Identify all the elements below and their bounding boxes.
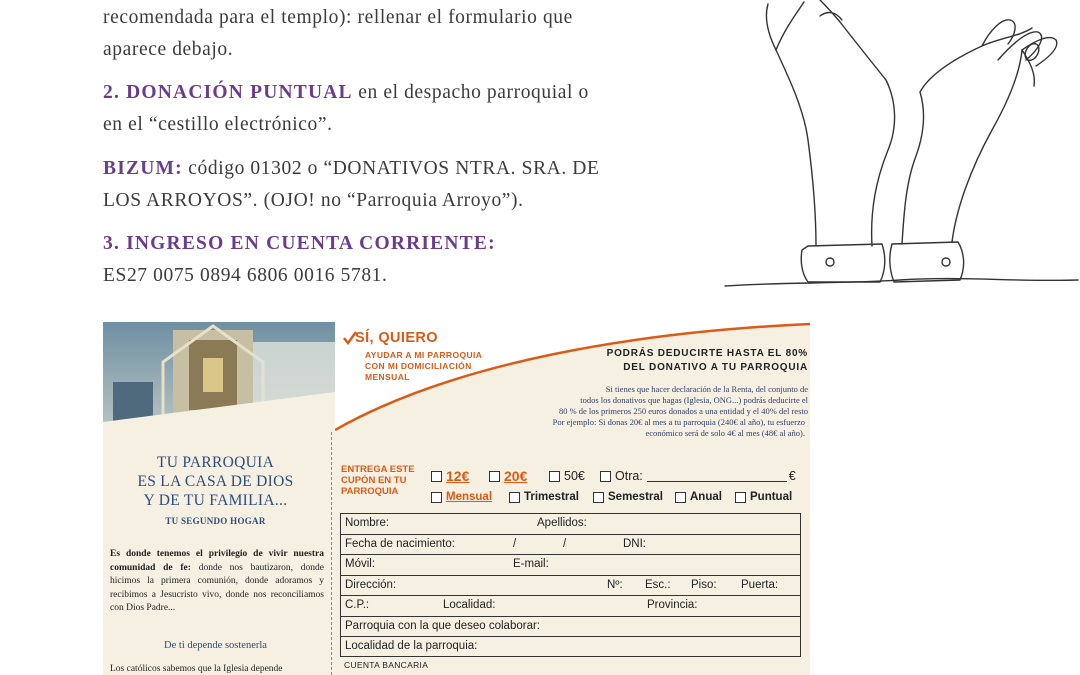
esc-label: Esc.: [645, 578, 671, 591]
checkbox[interactable] [600, 471, 611, 482]
fecha-slash-2: / [563, 537, 567, 550]
period-option-anual[interactable] [675, 491, 722, 503]
subscription-form [340, 513, 801, 657]
checkbox[interactable] [489, 471, 500, 482]
donacion-line-1 [103, 79, 589, 106]
amount-option-otra[interactable] [600, 469, 796, 483]
otra-amount-line[interactable] [647, 470, 787, 482]
amount-20-label: 20€ [504, 468, 528, 484]
otra-euro-sign: € [788, 469, 796, 483]
checkbox[interactable] [509, 492, 520, 503]
iban-text: ES27 0075 0894 6806 0016 5781. [103, 265, 388, 286]
amount-option-12[interactable] [431, 468, 469, 484]
nombre-label: Nombre: [345, 517, 390, 529]
period-option-trimestral[interactable] [509, 491, 579, 503]
fecha-nacimiento-label: Fecha de nacimiento: [345, 537, 455, 550]
apellidos-label: Apellidos: [537, 517, 587, 529]
donacion-heading: 2. DONACIÓN PUNTUAL [103, 82, 353, 103]
bizum-label: BIZUM: [103, 158, 183, 179]
podras-deducirte: PODRÁS DEDUCIRTE HASTA EL 80% DEL DONATIVO A TU PARROQUIA [606, 348, 808, 373]
period-semestral-label: Semestral [608, 491, 663, 503]
checkbox[interactable] [593, 492, 604, 503]
form-row-nombre[interactable] [341, 514, 800, 535]
form-row-cp[interactable] [341, 596, 800, 617]
period-trimestral-label: Trimestral [524, 491, 579, 503]
email-label: E-mail: [513, 558, 549, 570]
cuenta-bancaria-label: CUENTA BANCARIA [344, 660, 429, 670]
left-title-1: TU PARROQUIA [156, 454, 275, 471]
movil-label: Móvil: [345, 558, 376, 570]
hands-line-art-illustration [720, 0, 1080, 300]
left-body-text [110, 548, 324, 616]
ayudar-subheading: AYUDAR A MI PARROQUIA CON MI DOMICILIACIÓN MENSUAL [365, 350, 483, 382]
parroquia-label: Parroquia con la que deseo colaborar: [345, 619, 540, 632]
period-option-puntual[interactable] [735, 491, 792, 503]
form-row-fecha[interactable] [341, 535, 800, 556]
numero-label: Nº: [607, 578, 623, 591]
dni-label: DNI: [623, 537, 646, 550]
checkbox[interactable] [431, 492, 442, 503]
left-catolicos: Los católicos sabemos que la Iglesia depende [110, 664, 283, 674]
church-altar-photo [103, 322, 335, 430]
ingreso-heading: 3. INGRESO EN CUENTA CORRIENTE: [103, 233, 496, 254]
checkbox[interactable] [675, 492, 686, 503]
checkbox[interactable] [549, 471, 560, 482]
left-depende: De ti depende sostenerla [164, 640, 267, 651]
fold-line [331, 432, 332, 675]
checkbox[interactable] [735, 492, 746, 503]
period-mensual-label: Mensual [446, 491, 493, 503]
intro-line-2: aparece debajo. [103, 39, 234, 60]
form-row-direccion[interactable] [341, 576, 800, 597]
ejemplo-text: Por ejemplo: Si donas 20€ al mes a tu parroquia (240€ al año), tu esfuerzo económico será de solo 4€ al mes (48€ al año). [552, 417, 805, 438]
bizum-line-1 [103, 155, 600, 182]
left-body-rest: donde nos bautizaron, donde hicimos la primera comunión, donde adoramos y recibimos a Jesucristo vivo, donde nos reconciliamos con Dios Padre... [110, 562, 325, 613]
donation-brochure [103, 322, 810, 675]
fecha-slash-1: / [513, 537, 517, 550]
otra-label: Otra: [615, 469, 643, 483]
amount-option-50[interactable] [549, 469, 585, 483]
period-option-semestral[interactable] [593, 491, 663, 503]
left-title-3: Y DE TU FAMILIA... [143, 492, 288, 509]
period-puntual-label: Puntual [750, 491, 793, 503]
form-row-parroquia[interactable] [341, 617, 800, 638]
checkbox[interactable] [431, 471, 442, 482]
form-row-movil[interactable] [341, 555, 800, 576]
amount-50-label: 50€ [564, 469, 585, 483]
bizum-text-1: código 01302 o “DONATIVOS NTRA. SRA. DE [188, 158, 600, 179]
left-subtitle: TU SEGUNDO HOGAR [165, 516, 266, 526]
intro-line-1: recomendada para el templo): rellenar el formulario que [103, 7, 573, 28]
donacion-text-2: en el “cestillo electrónico”. [103, 114, 333, 135]
localidad-parroquia-label: Localidad de la parroquia: [345, 640, 478, 652]
renta-text: Si tienes que hacer declaración de la Renta, del conjunto de todos los donativos que hagas (Iglesia, ONG...) podrás deducirte el 80 % de los primeros 250 euros donados a una entidad y el 40% del resto [558, 384, 808, 416]
provincia-label: Provincia: [647, 599, 698, 611]
si-quiero-heading: SÍ, QUIERO [355, 330, 438, 346]
left-body-bold: Es donde tenemos el privilegio de vivir nuestra comunidad de fe: [110, 549, 324, 573]
period-option-mensual[interactable] [431, 491, 492, 503]
piso-label: Piso: [691, 578, 717, 591]
localidad-label: Localidad: [443, 599, 496, 611]
period-anual-label: Anual [690, 491, 722, 503]
puerta-label: Puerta: [741, 578, 779, 591]
form-row-localidad-parroquia[interactable] [341, 637, 800, 658]
amount-option-20[interactable] [489, 468, 527, 484]
amount-12-label: 12€ [446, 468, 470, 484]
bizum-text-2: LOS ARROYOS”. (OJO! no “Parroquia Arroyo”). [103, 190, 524, 211]
entrega-cupon-label: ENTREGA ESTE CUPÓN EN TU PARROQUIA [341, 464, 415, 497]
cp-label: C.P.: [345, 599, 370, 611]
left-title-2: ES LA CASA DE DIOS [137, 473, 294, 490]
brochure-left-panel [103, 322, 328, 675]
donacion-text-1: en el despacho parroquial o [358, 82, 589, 103]
direccion-label: Dirección: [345, 578, 397, 591]
